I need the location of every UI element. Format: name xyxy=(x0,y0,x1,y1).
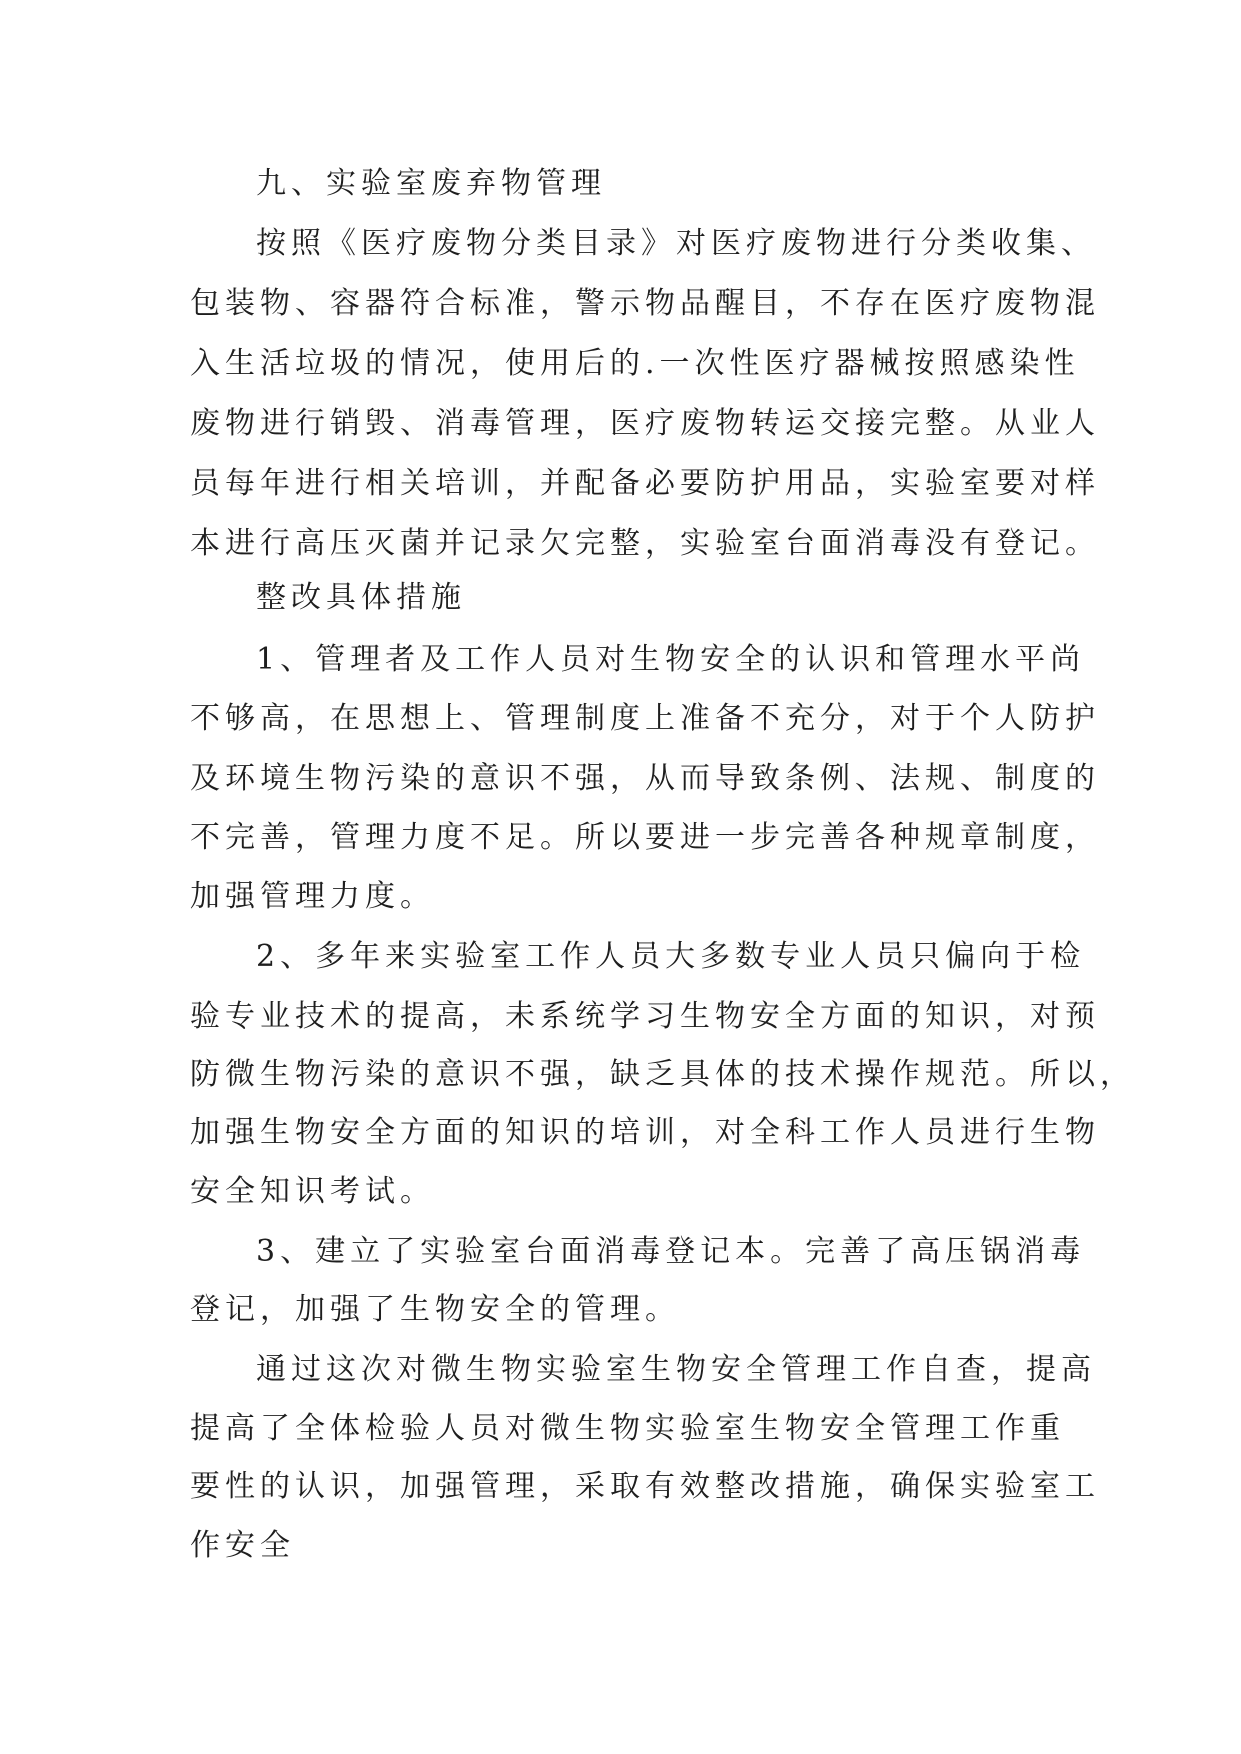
list-item-line: 3、建立了实验室台面消毒登记本。完善了高压锅消毒 xyxy=(256,1234,1086,1269)
list-item-line: 验专业技术的提高，未系统学习生物安全方面的知识，对预 xyxy=(190,999,1100,1034)
list-item-line: 2、多年来实验室工作人员大多数专业人员只偏向于检 xyxy=(256,939,1086,974)
paragraph-line: 包装物、容器符合标准，警示物品醒目，不存在医疗废物混 xyxy=(190,286,1100,321)
list-item-line: 防微生物污染的意识不强，缺乏具体的技术操作规范。所以， xyxy=(190,1057,1135,1092)
list-item-line: 加强管理力度。 xyxy=(190,879,435,914)
list-item-line: 1、管理者及工作人员对生物安全的认识和管理水平尚 xyxy=(256,642,1086,677)
paragraph-line: 入生活垃圾的情况，使用后的.一次性医疗器械按照感染性 xyxy=(190,346,1080,381)
list-item-line: 不完善，管理力度不足。所以要进一步完善各种规章制度， xyxy=(190,820,1100,855)
paragraph-line: 要性的认识，加强管理，采取有效整改措施，确保实验室工 xyxy=(190,1469,1100,1504)
list-item-line: 及环境生物污染的意识不强，从而导致条例、法规、制度的 xyxy=(190,761,1100,796)
section-heading: 九、实验室废弃物管理 xyxy=(256,166,606,201)
paragraph-line: 本进行高压灭菌并记录欠完整，实验室台面消毒没有登记。 xyxy=(190,526,1100,561)
list-item-line: 加强生物安全方面的知识的培训，对全科工作人员进行生物 xyxy=(190,1115,1100,1150)
subsection-heading: 整改具体措施 xyxy=(256,580,466,615)
paragraph-line: 按照《医疗废物分类目录》对医疗废物进行分类收集、 xyxy=(256,226,1096,261)
list-item-line: 不够高，在思想上、管理制度上准备不充分，对于个人防护 xyxy=(190,701,1100,736)
paragraph-line: 废物进行销毁、消毒管理，医疗废物转运交接完整。从业人 xyxy=(190,406,1100,441)
list-item-line: 安全知识考试。 xyxy=(190,1174,435,1209)
paragraph-line: 员每年进行相关培训，并配备必要防护用品，实验室要对样 xyxy=(190,466,1100,501)
paragraph-line: 作安全 xyxy=(190,1528,295,1563)
list-item-line: 登记，加强了生物安全的管理。 xyxy=(190,1292,680,1327)
paragraph-line: 提高了全体检验人员对微生物实验室生物安全管理工作重 xyxy=(190,1411,1065,1446)
paragraph-line: 通过这次对微生物实验室生物安全管理工作自查，提高 xyxy=(256,1352,1096,1387)
